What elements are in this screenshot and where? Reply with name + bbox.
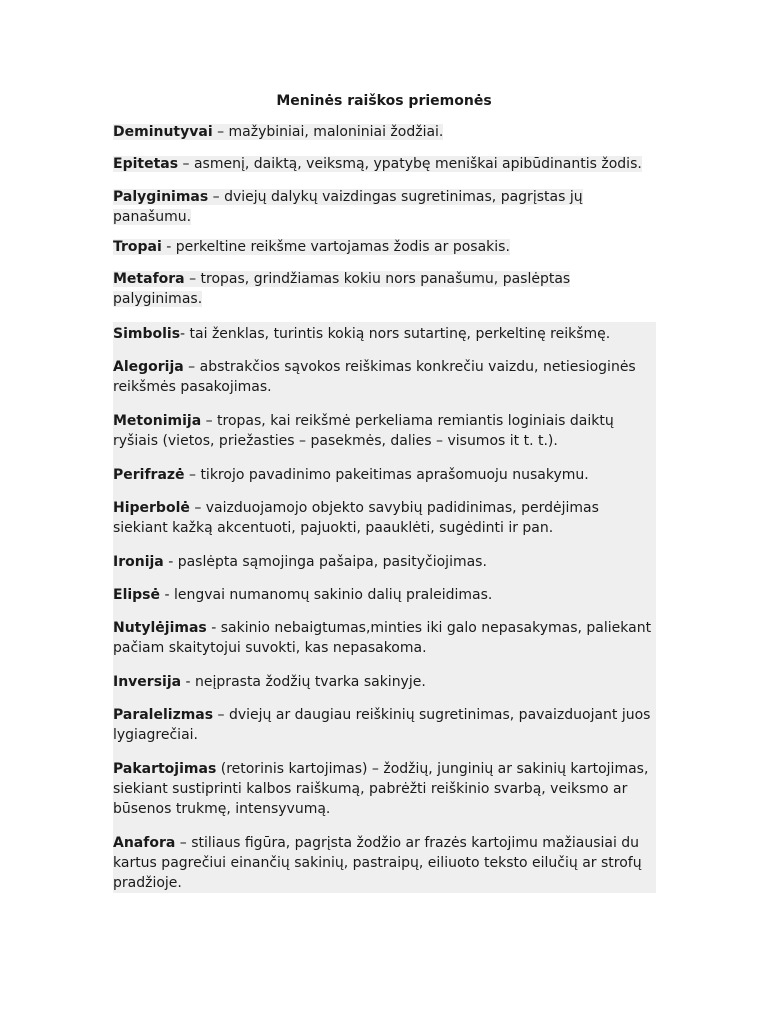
entry-definition: - perkeltine reikšme vartojamas žodis ar posakis. — [161, 239, 510, 255]
entry-metafora — [113, 269, 573, 309]
entry-definition: – mažybiniai, maloniniai žodžiai. — [212, 124, 444, 140]
entry-definition: - neįprasta žodžių tvarka sakinyje. — [181, 674, 426, 690]
entry-term: Ironija — [113, 554, 164, 570]
entry-definition: – vaizduojamojo objekto savybių padidinimas, perdėjimas siekiant kažką akcentuoti, pajuokti, paauklėti, sugėdinti ir pan. — [113, 500, 599, 536]
entry-simbolis — [113, 324, 656, 344]
entry-definition: – abstrakčios sąvokos reiškimas konkrečiu vaizdu, netiesioginės reikšmės pasakojimas. — [113, 359, 636, 395]
entry-paralelizmas — [113, 705, 656, 745]
entry-term: Paralelizmas — [113, 707, 214, 723]
entry-elipse — [113, 585, 656, 605]
entry-definition: - sakinio nebaigtumas,minties iki galo nepasakymas, paliekant pačiam skaitytojui suvokti, kas nepasakoma. — [113, 620, 652, 656]
entry-perifraze — [113, 465, 656, 485]
entry-term: Pakartojimas — [113, 761, 217, 777]
entry-term: Metonimija — [113, 413, 202, 429]
entry-ironija — [113, 552, 656, 572]
entry-term: Nutylėjimas — [113, 620, 207, 636]
entry-nutylejimas — [113, 618, 656, 658]
entry-inversija — [113, 672, 656, 692]
entry-definition: – dviejų dalykų vaizdingas sugretinimas, pagrįstas jų panašumu. — [113, 189, 583, 225]
entry-term: Simbolis — [113, 326, 181, 342]
entry-deminutyvai — [113, 122, 553, 142]
entry-definition: - paslėpta sąmojinga pašaipa, pasityčiojimas. — [163, 554, 487, 570]
entry-definition: – tropas, grindžiamas kokiu nors panašumu, paslėptas palyginimas. — [113, 271, 571, 307]
entry-term: Anafora — [113, 835, 176, 851]
page-title: Meninės raiškos priemonės — [276, 93, 492, 109]
entry-definition: – dviejų ar daugiau reiškinių sugretinimas, pavaizduojant juos lygiagrečiai. — [113, 707, 651, 743]
entry-definition: (retorinis kartojimas) – žodžių, junginių ar sakinių kartojimas, siekiant sustiprinti kalbos raiškumą, pabrėžti reiškinio svarbą, veiksmo ar būsenos trukmę, intensyvumą. — [113, 761, 649, 817]
entry-term: Epitetas — [113, 156, 179, 172]
entry-term: Tropai — [113, 239, 162, 255]
entry-term: Metafora — [113, 271, 185, 287]
entry-term: Palyginimas — [113, 189, 209, 205]
entry-term: Perifrazė — [113, 467, 185, 483]
entry-term: Hiperbolė — [113, 500, 190, 516]
entry-tropai — [113, 237, 593, 257]
entry-hiperbole — [113, 498, 656, 538]
entry-pakartojimas — [113, 759, 656, 819]
entry-term: Inversija — [113, 674, 182, 690]
entry-term: Elipsė — [113, 587, 161, 603]
entry-definition: - tai ženklas, turintis kokią nors sutartinę, perkeltinę reikšmę. — [180, 326, 611, 342]
entry-alegorija — [113, 357, 656, 397]
entry-term: Alegorija — [113, 359, 184, 375]
entry-definition: – stiliaus figūra, pagrįsta žodžio ar frazės kartojimu mažiausiai du kartus pagrečiui einančių sakinių, pastraipų, eiliuoto teksto eilučių ar strofų pradžioje. — [113, 835, 642, 891]
entry-metonimija — [113, 411, 656, 451]
entry-definition: – tropas, kai reikšmė perkeliama remiantis loginiais daiktų ryšiais (vietos, priežasties – pasekmės, dalies – visumos it t. t.). — [113, 413, 614, 449]
entry-definition: - lengvai numanomų sakinio dalių praleidimas. — [160, 587, 493, 603]
entry-term: Deminutyvai — [113, 124, 213, 140]
entry-epitetas — [113, 154, 673, 174]
entry-anafora — [113, 833, 656, 893]
entry-definition: – tikrojo pavadinimo pakeitimas aprašomuoju nusakymu. — [184, 467, 589, 483]
entry-palyginimas — [113, 187, 593, 227]
entry-definition: – asmenį, daiktą, veiksmą, ypatybę meniškai apibūdinantis žodis. — [178, 156, 642, 172]
